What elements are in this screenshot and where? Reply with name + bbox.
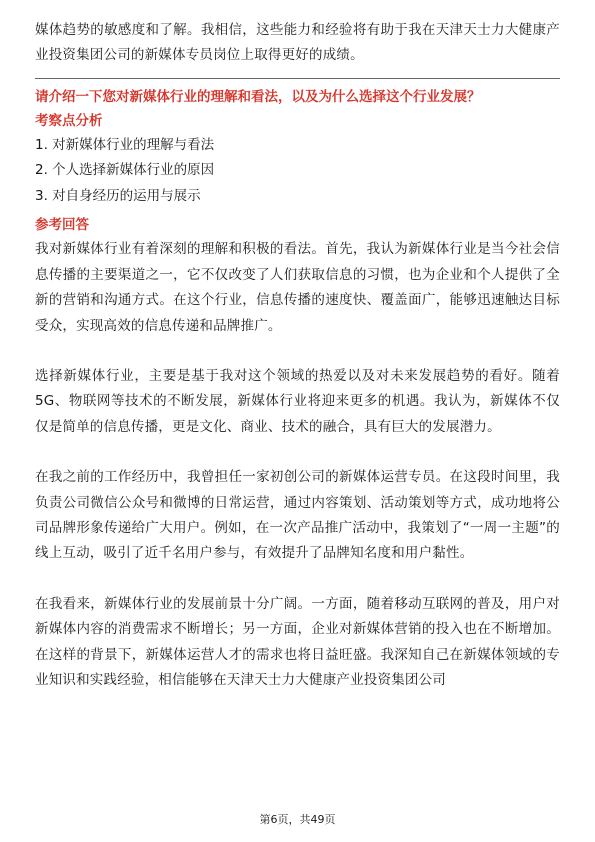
interview-question: 请介绍一下您对新媒体行业的理解和看法，以及为什么选择这个行业发展？ [35, 88, 481, 105]
analysis-heading: 考察点分析 [35, 112, 103, 129]
section-divider [35, 78, 560, 79]
analysis-item-1: 1. 对新媒体行业的理解与看法 [35, 136, 215, 153]
analysis-list [35, 133, 560, 210]
intro-paragraph: 媒体趋势的敏感度和了解。我相信，这些能力和经验将有助于我在天津天士力大健康产业投资集团公司的新媒体专员岗位上取得更好的成绩。 [35, 22, 560, 64]
answer-heading: 参考回答 [35, 217, 89, 234]
analysis-item-3: 3. 对自身经历的运用与展示 [35, 187, 201, 204]
answer-paragraph-1: 我对新媒体行业有着深刻的理解和积极的看法。首先，我认为新媒体行业是当今社会信息传播的主要渠道之一，它不仅改变了人们获取信息的习惯，也为企业和个人提供了全新的营销和沟通方式。在这个行业，信息传播的速度快、覆盖面广，能够迅速触达目标受众，实现高效的信息传递和品牌推广。 [35, 241, 560, 334]
answer-paragraph-2: 选择新媒体行业，主要是基于我对这个领域的热爱以及对未来发展趋势的看好。随着5G、物联网等技术的不断发展，新媒体行业将迎来更多的机遇。我认为，新媒体不仅仅是简单的信息传播，更是文化、商业、技术的融合，具有巨大的发展潜力。 [35, 367, 560, 435]
answer-paragraph-3: 在我之前的工作经历中，我曾担任一家初创公司的新媒体运营专员。在这段时间里，我负责公司微信公众号和微博的日常运营，通过内容策划、活动策划等方式，成功地将公司品牌形象传递给广大用户。例如，在一次产品推广活动中，我策划了“一周一主题”的线上互动，吸引了近千名用户参与，有效提升了品牌知名度和用户黏性。 [35, 469, 560, 562]
document-page [35, 18, 560, 693]
page-number-footer: 第6页，共49页 [259, 813, 336, 826]
answer-paragraph-4: 在我看来，新媒体行业的发展前景十分广阔。一方面，随着移动互联网的普及，用户对新媒体内容的消费需求不断增长；另一方面，企业对新媒体营销的投入也在不断增加。在这样的背景下，新媒体运营人才的需求也将日益旺盛。我深知自己在新媒体领域的专业知识和实践经验，相信能够在天津天士力大健康产业投资集团公司 [35, 595, 560, 688]
analysis-item-2: 2. 个人选择新媒体行业的原因 [35, 162, 215, 179]
